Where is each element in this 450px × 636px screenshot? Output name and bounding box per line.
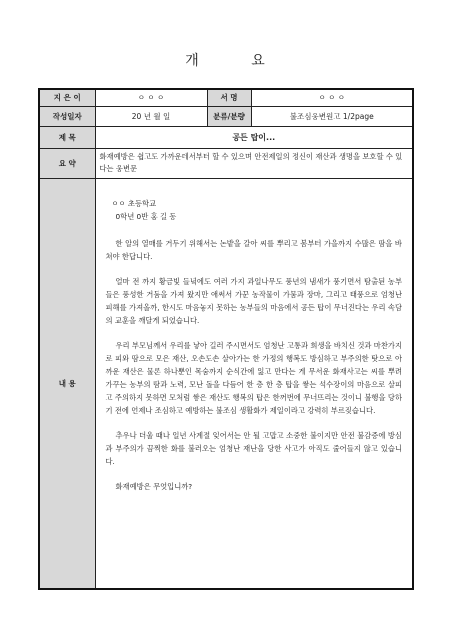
author-value: ㅇ ㅇ ㅇ (95, 89, 207, 106)
paragraph-5: 화재예방은 무엇입니까? (115, 481, 193, 491)
content-body (95, 178, 413, 589)
overview-table (38, 88, 414, 590)
date-value: 20 년 월 일 (95, 106, 207, 126)
review-value: ㅇ ㅇ ㅇ (251, 89, 413, 106)
date-label: 작성일자 (39, 106, 95, 126)
paragraph-4: 추우나 더울 때나 일년 사계절 잊어서는 안 될 고맙고 소중한 불이지만 안전 불감증에 방심과 부주의가 끔찍한 화를 불러오는 엄청난 재난을 당한 사고가 아직도 줄어들지 않고 있습니다. (105, 430, 402, 466)
paragraph-3: 우리 부모님께서 우리를 낳아 길러 주시면서도 엄청난 고통과 희생을 바치신 것과 마찬가지로 피와 땀으로 모은 재산, 오손도손 살아가는 한 가정의 행복도 방심하고 부주의한 탓으로 아까운 재산은 물론 하나뿐인 목숨까지 순식간에 잃고 만다는 게 무서운 화재사고는 씨를 뿌려 가꾸는 농부의 땀과 노력, 모난 돌을 다듬어 한 층 한 층 탑을 쌓는 석수장이의 마음으로 살피고 주의하지 못하면 모처럼 쌓은 재산도 행복의 탑은 한꺼번에 무너뜨리는 것이니 불행을 당하기 전에 언제나 조심하고 예방하는 불조심 생활화가 제일이라고 강력히 부르짖습니다. (105, 340, 402, 415)
author-label: 지 은 이 (39, 89, 95, 106)
paragraph-2: 얼마 전 까지 황금빛 들녘에도 여러 가지 과일나무도 풍년의 냄새가 풍기면서 탐출된 농부들은 풍성한 거둠을 가져 왔지만 애써서 가꾼 농작물이 가뭄과 장마, 그리고 태풍으로 엄청난 피해를 가져올까, 한시도 마음놓지 못하는 농부들의 마음에서 공든 탑이 무너진다는 우리 속담의 교훈을 깨달게 되었습니다. (105, 276, 402, 325)
subject-label: 제 목 (39, 126, 95, 148)
school-line: ㅇㅇ 초등학교 (111, 198, 157, 208)
summary-value: 화재예방은 쉽고도 가까운데서부터 할 수 있으며 안전제일의 정신이 재산과 생명을 보호할 수 있다는 웅변문 (95, 148, 413, 178)
category-value: 불조심웅변원고 1/2page (251, 106, 413, 126)
content-label: 내 용 (39, 178, 95, 589)
subject-value: 공든 탑이... (95, 126, 413, 148)
student-line: 0학년 0반 홍 길 동 (115, 211, 177, 221)
paragraph-1: 한 알의 열매를 거두기 위해서는 논밭을 갈아 씨를 뿌리고 봄부터 가을까지 수많은 땀을 바쳐야 한답니다. (105, 238, 402, 261)
category-label: 분류/분량 (207, 106, 251, 126)
page-title: 개 요 (185, 53, 289, 69)
review-label: 서 명 (207, 89, 251, 106)
summary-label: 요 약 (39, 148, 95, 178)
